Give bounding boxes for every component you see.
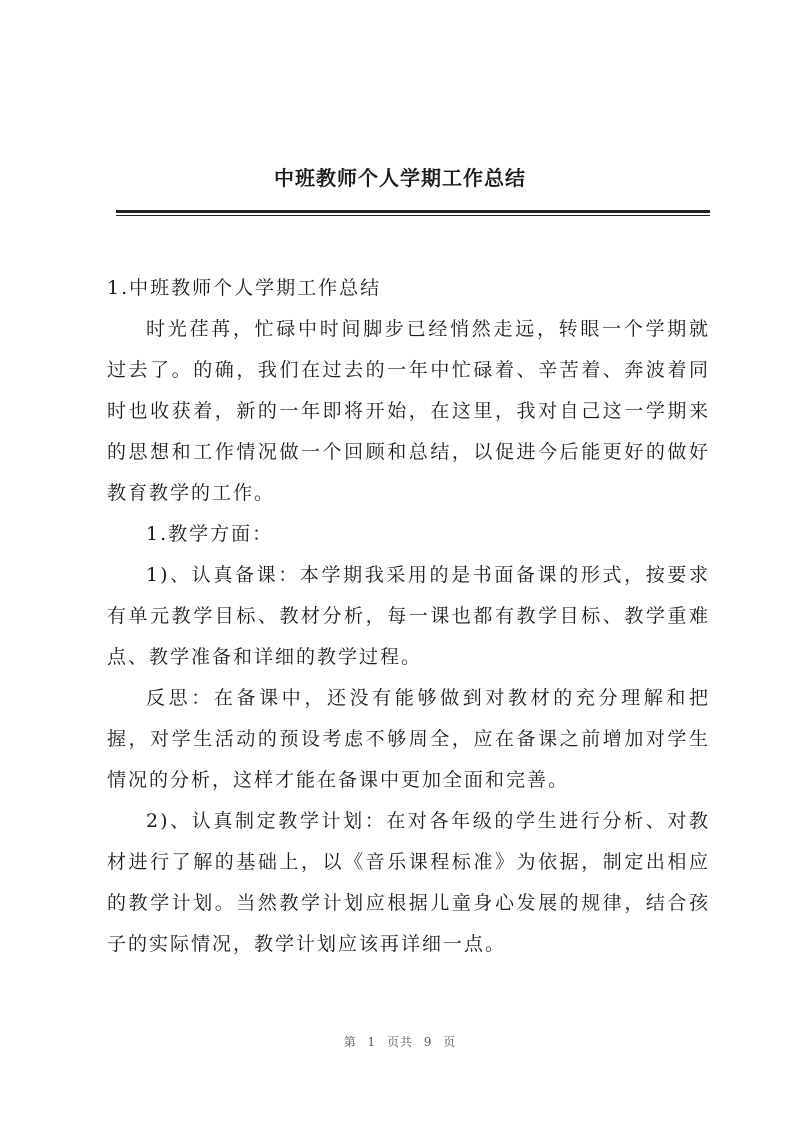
paragraph: 时光荏苒，忙碌中时间脚步已经悄然走远，转眼一个学期就过去了。的确，我们在过去的一年中忙碌着、辛苦着、奔波着同时也收获着，新的一年即将开始，在这里，我对自己这一学期来的思想和工作情况做一个回顾和总结，以促进今后能更好的做好教育教学的工作。 [107,318,710,504]
title-divider [116,210,710,213]
page-footer: 第 1 页共 9 页 [343,1035,457,1049]
paragraph: 2)、认真制定教学计划：在对各年级的学生进行分析、对教材进行了解的基础上，以《音乐课程标准》为依据，制定出相应的教学计划。当然教学计划应根据儿童身心发展的规律，结合孩子的实际情况，教学计划应该再详细一点。 [107,810,710,955]
section-heading: 1.中班教师个人学期工作总结 [107,277,382,299]
document-body [107,268,710,965]
subsection-heading: 1.教学方面： [146,523,274,545]
title-divider-thin [116,215,710,216]
page-title: 中班教师个人学期工作总结 [274,166,526,190]
paragraph: 反思：在备课中，还没有能够做到对教材的充分理解和把握，对学生活动的预设考虑不够周全，应在备课之前增加对学生情况的分析，这样才能在备课中更加全面和完善。 [107,687,710,791]
paragraph: 1)、认真备课：本学期我采用的是书面备课的形式，按要求有单元教学目标、教材分析，每一课也都有教学目标、教学重难点、教学准备和详细的教学过程。 [107,564,710,668]
